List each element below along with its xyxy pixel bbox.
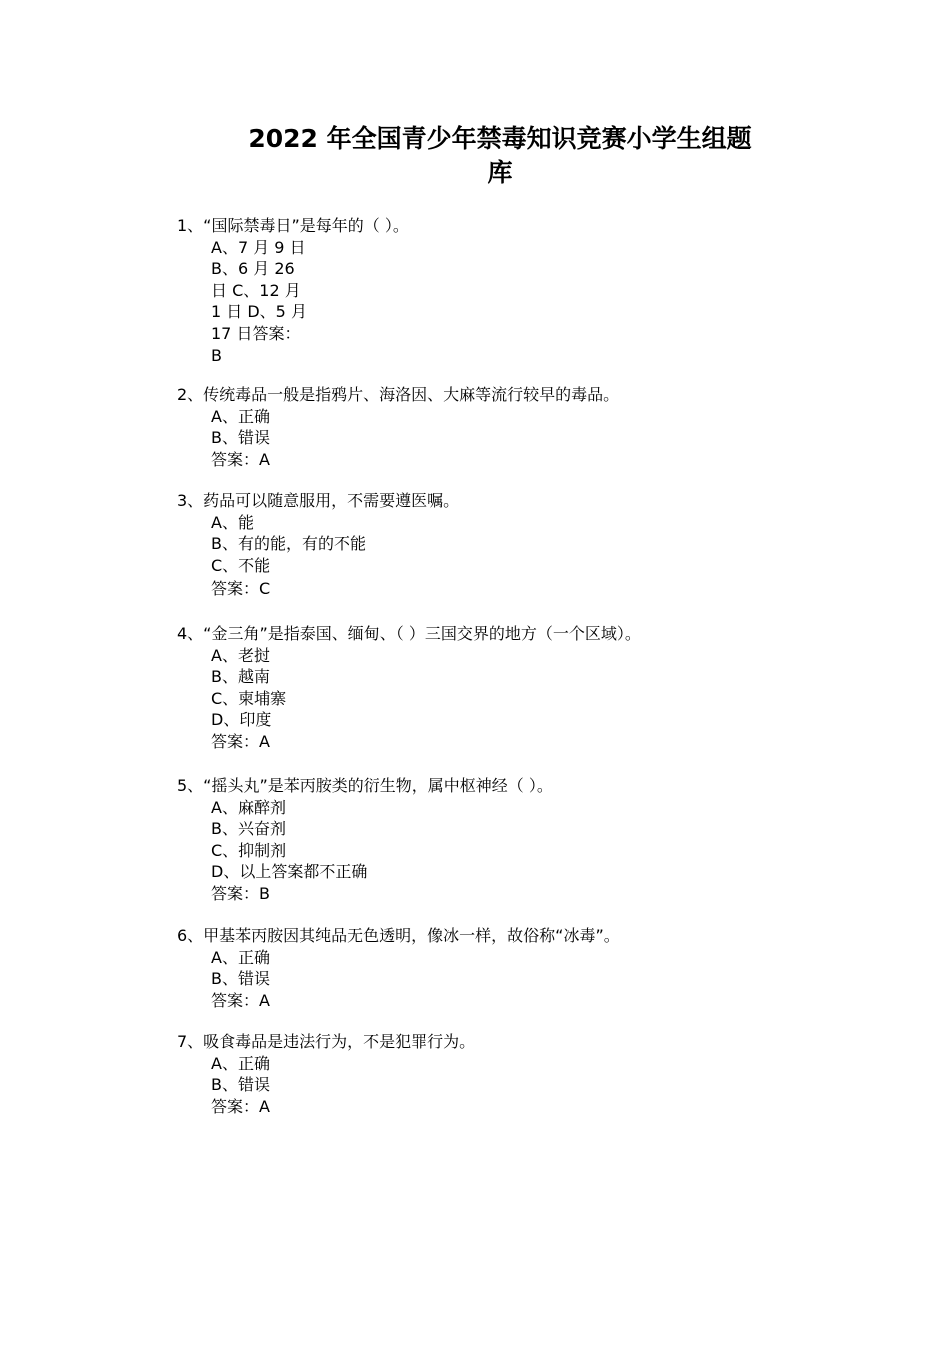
option-line: A、7 月 9 日	[211, 237, 306, 257]
answer: 答案：B	[211, 883, 270, 903]
question-2	[177, 384, 619, 470]
option-line: 17 日答案：	[211, 323, 301, 343]
answer: 答案：C	[211, 579, 271, 599]
option-b: B、错误	[211, 428, 270, 448]
answer: 答案：A	[211, 1096, 270, 1116]
option-line: B、6 月 26	[211, 259, 295, 279]
option-d: D、以上答案都不正确	[211, 862, 368, 882]
answer: 答案：A	[211, 990, 270, 1010]
question-text: 3、药品可以随意服用，不需要遵医嘱。	[177, 491, 460, 510]
option-a: A、正确	[211, 406, 270, 426]
question-1	[177, 215, 409, 366]
document-title	[240, 122, 760, 190]
option-d: D、印度	[211, 710, 272, 730]
question-text: 4、“金三角”是指泰国、缅甸、（ ）三国交界的地方（一个区域）。	[177, 624, 641, 643]
answer: 答案：A	[211, 731, 270, 751]
option-b: B、有的能，有的不能	[211, 534, 366, 554]
answer: 答案：A	[211, 449, 270, 469]
question-options	[177, 645, 641, 753]
option-a: A、正确	[211, 1053, 270, 1073]
question-4	[177, 623, 641, 753]
question-options	[177, 237, 321, 367]
option-a: A、能	[211, 512, 254, 532]
question-options	[177, 797, 553, 905]
option-a: A、老挝	[211, 645, 270, 665]
question-7	[177, 1031, 475, 1117]
option-b: B、兴奋剂	[211, 819, 286, 839]
title-line-1: 2022 年全国青少年禁毒知识竞赛小学生组题	[248, 124, 752, 153]
option-c: C、抑制剂	[211, 840, 287, 860]
question-text: 6、甲基苯丙胺因其纯品无色透明，像冰一样，故俗称“冰毒”。	[177, 926, 620, 945]
option-b: B、越南	[211, 667, 270, 687]
question-options	[177, 1053, 475, 1118]
question-text: 7、吸食毒品是违法行为，不是犯罪行为。	[177, 1032, 476, 1051]
question-text: 1、“国际禁毒日”是每年的（ ）。	[177, 216, 409, 235]
question-text: 5、“摇头丸”是苯丙胺类的衍生物，属中枢神经（ ）。	[177, 776, 553, 795]
question-3	[177, 490, 459, 600]
title-line-2: 库	[487, 158, 513, 187]
option-line: B	[211, 345, 222, 365]
option-c: C、柬埔寨	[211, 688, 287, 708]
option-b: B、错误	[211, 969, 270, 989]
question-options	[177, 947, 620, 1012]
question-options	[177, 406, 619, 471]
option-c: C、不能	[211, 555, 271, 575]
option-line: 1 日 D、5 月	[211, 302, 307, 322]
option-line: 日 C、12 月	[211, 280, 301, 300]
question-text: 2、传统毒品一般是指鸦片、海洛因、大麻等流行较早的毒品。	[177, 385, 620, 404]
question-5	[177, 775, 553, 905]
question-options	[177, 512, 459, 600]
option-a: A、麻醉剂	[211, 797, 286, 817]
option-a: A、正确	[211, 947, 270, 967]
question-6	[177, 925, 620, 1011]
option-b: B、错误	[211, 1075, 270, 1095]
